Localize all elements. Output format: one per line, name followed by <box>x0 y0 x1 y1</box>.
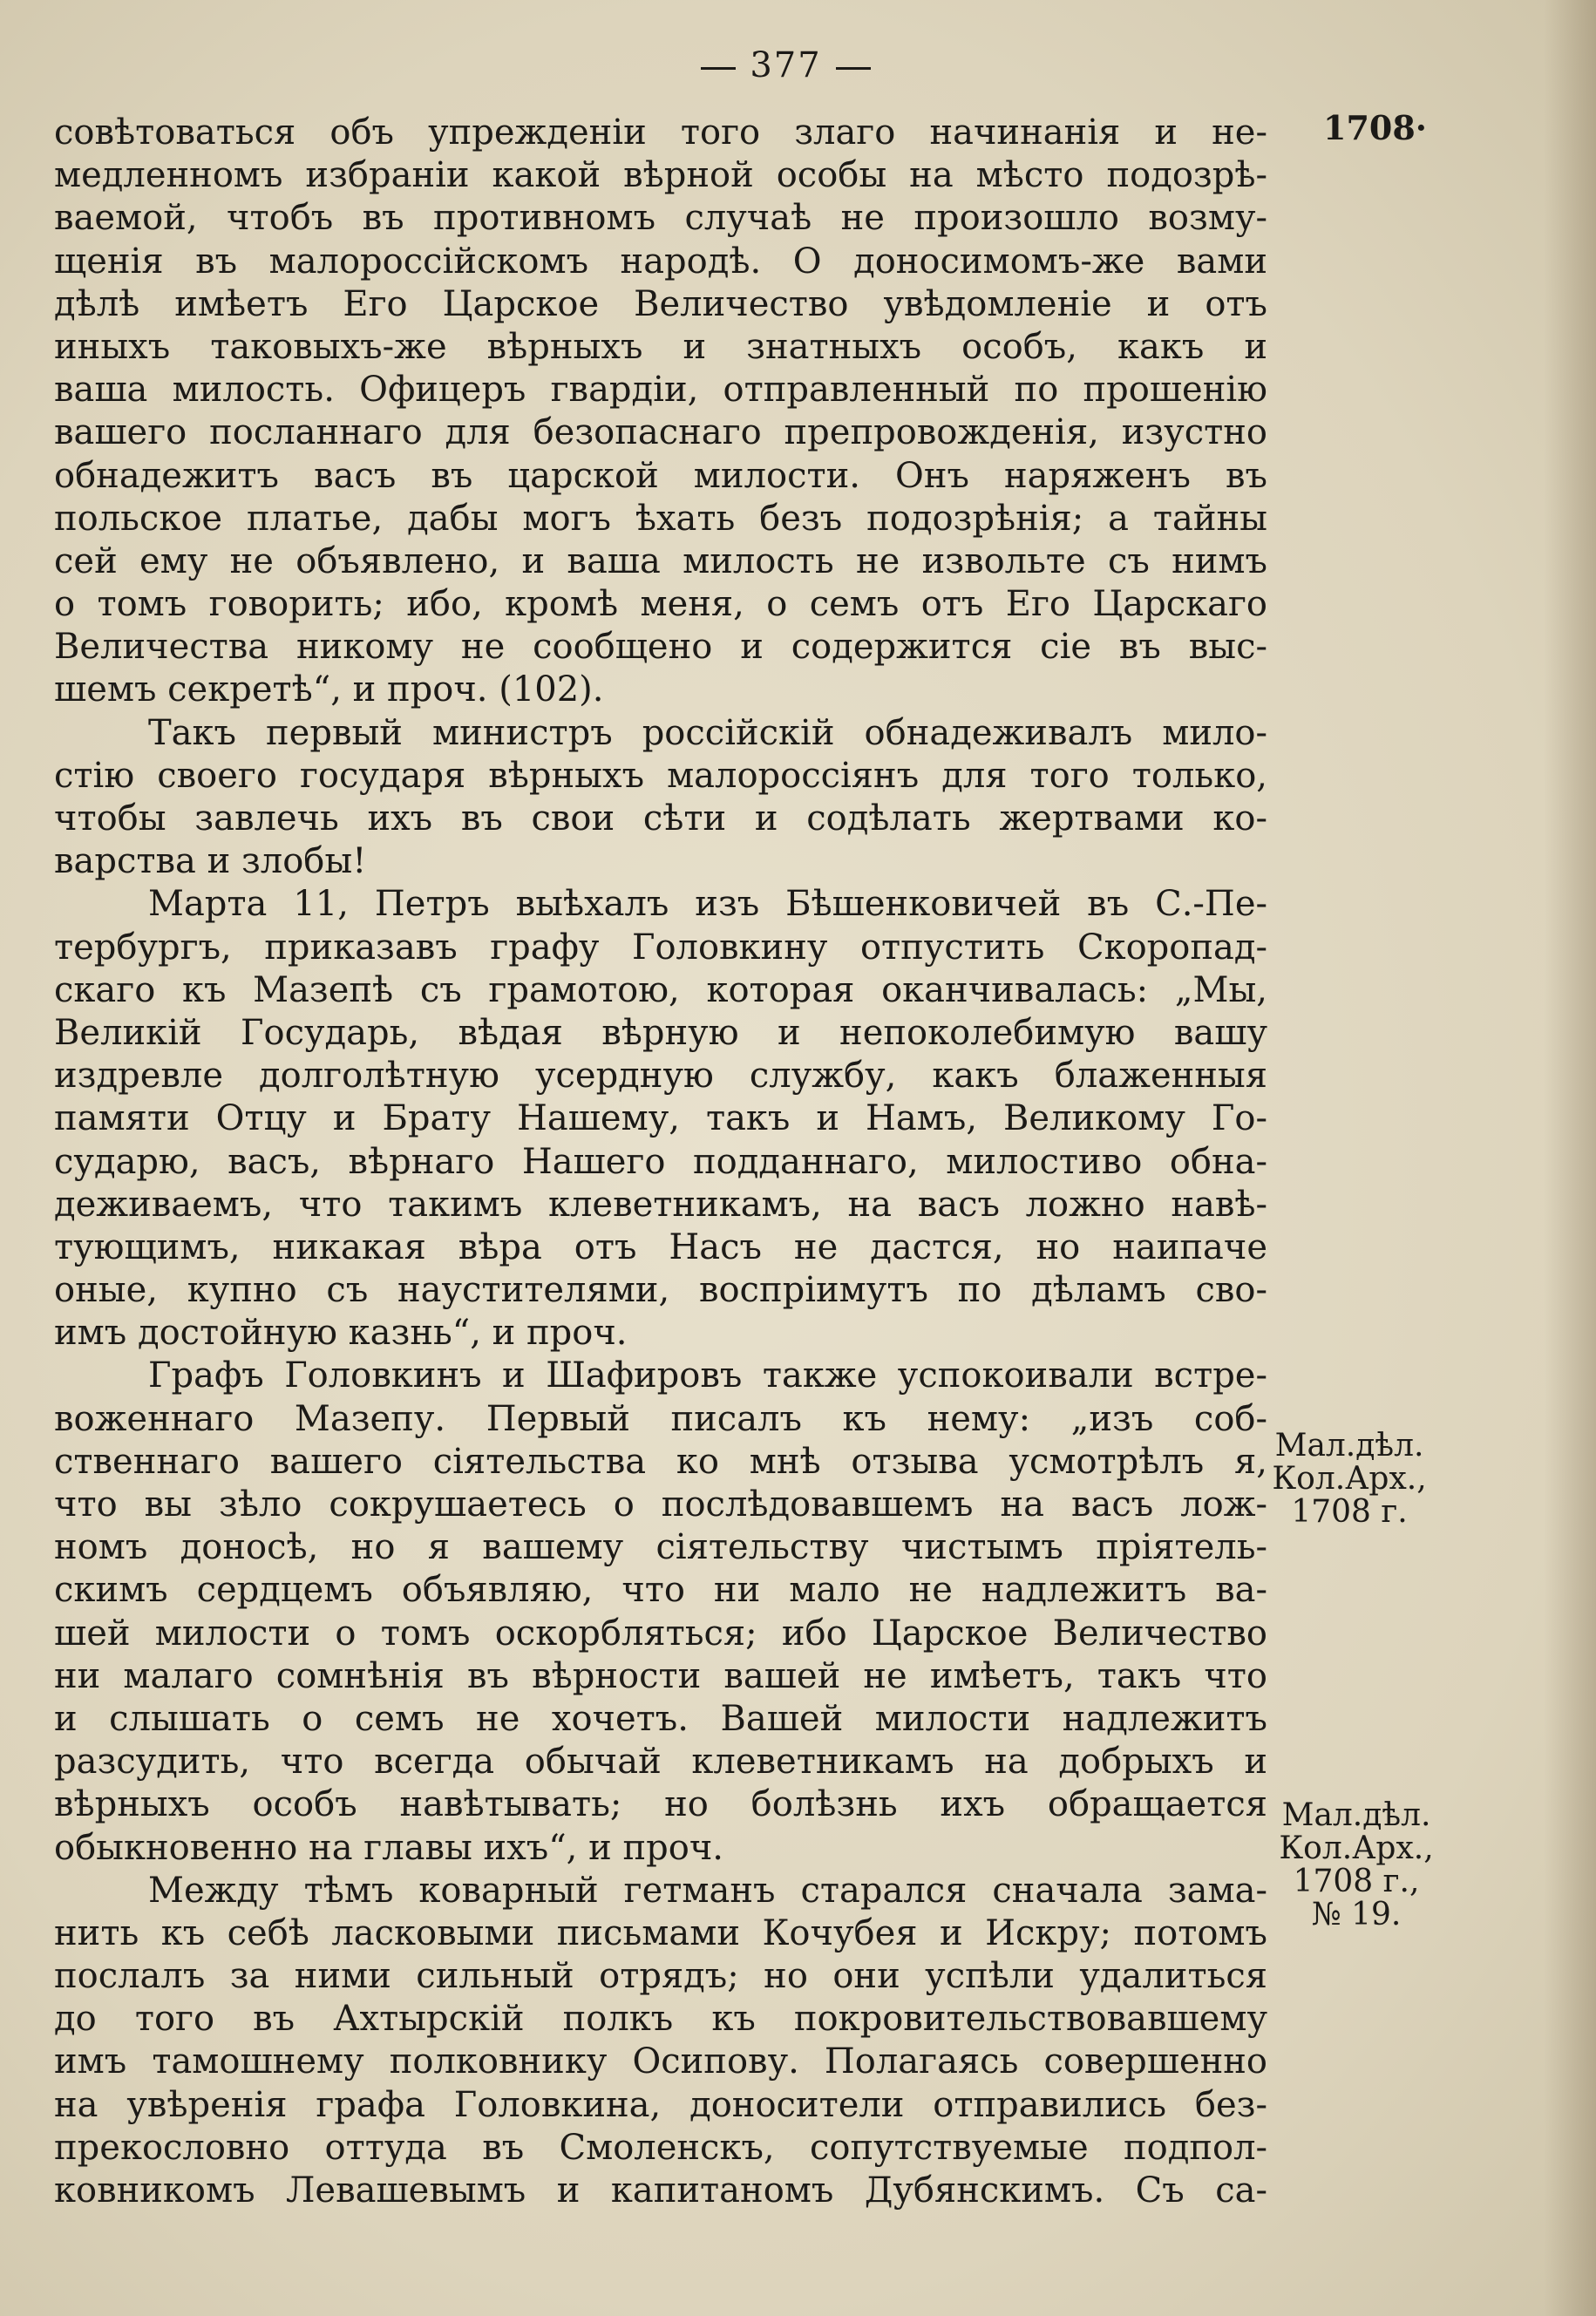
text-line: и слышать о семъ не хочетъ. Вашей милости надлежитъ <box>54 1698 1267 1739</box>
text-line: Такъ первый министръ россійскій обнадеживалъ мило- <box>148 712 1267 753</box>
text-line: оные, купно съ наустителями, воспріимутъ по дѣламъ сво- <box>54 1270 1267 1311</box>
body-text <box>54 112 1267 2212</box>
text-line: шемъ секретѣ“, и проч. (102). <box>54 669 604 710</box>
text-line: Великій Государь, вѣдая вѣрную и непоколебимую вашу <box>54 1012 1267 1053</box>
text-line: ственнаго вашего сіятельства ко мнѣ отзыва усмотрѣлъ я, <box>54 1441 1267 1482</box>
text-line: прекословно оттуда въ Смоленскъ, сопутствуемые подпол- <box>54 2127 1267 2168</box>
text-line: сей ему не объявлено, и ваша милость не извольте съ нимъ <box>54 540 1267 581</box>
text-line: польское платье, дабы могъ ѣхать безъ подозрѣнія; а тайны <box>54 498 1267 539</box>
text-line: разсудить, что всегда обычай клеветникамъ на добрыхъ и <box>54 1742 1267 1783</box>
text-line: ковникомъ Левашевымъ и капитаномъ Дубянскимъ. Съ са- <box>54 2170 1267 2211</box>
text-line: щенія въ малороссійскомъ народѣ. О доносимомъ-же вами <box>54 241 1267 282</box>
page-number-dash-right <box>836 67 871 70</box>
text-line: на увѣренія графа Головкина, доносители отправились без- <box>54 2084 1267 2125</box>
text-line: варства и злобы! <box>54 841 367 882</box>
margin-note-line: Кол.Арх., <box>1279 1830 1434 1866</box>
text-line: что вы зѣло сокрушаетесь о послѣдовавшемъ на васъ лож- <box>54 1484 1267 1525</box>
text-line: обнадежитъ васъ въ царской милости. Онъ наряженъ въ <box>54 455 1267 496</box>
margin-note-archive-reference-1 <box>1262 1430 1436 1529</box>
margin-note-line: 1708 г. <box>1291 1494 1408 1530</box>
text-line: вашего посланнаго для безопаснаго препровожденія, изустно <box>54 412 1267 453</box>
page-number <box>0 45 1584 85</box>
text-line: издревле долголѣтную усердную службу, какъ блаженныя <box>54 1056 1267 1097</box>
text-line: ни малаго сомнѣнія въ вѣрности вашей не имѣетъ, такъ что <box>54 1655 1267 1696</box>
text-line: медленномъ избраніи какой вѣрной особы на мѣсто подозрѣ- <box>54 155 1267 196</box>
text-line: ваемой, чтобъ въ противномъ случаѣ не произошло возму- <box>54 198 1267 239</box>
text-line: деживаемъ, что такимъ клеветникамъ, на васъ ложно навѣ- <box>54 1184 1267 1225</box>
text-line: послалъ за ними сильный отрядъ; но они успѣли удалиться <box>54 1956 1267 1997</box>
text-line: до того въ Ахтырскій полкъ къ покровительствовавшему <box>54 1999 1267 2040</box>
text-line: чтобы завлечь ихъ въ свои сѣти и содѣлать жертвами ко- <box>54 798 1267 839</box>
page-gutter-shadow <box>1544 0 1596 2316</box>
margin-note-line: № 19. <box>1311 1897 1402 1932</box>
margin-note-line: Мал.дѣл. <box>1281 1797 1431 1833</box>
text-line: сударю, васъ, вѣрнаго Нашего подданнаго, милостиво обна- <box>54 1141 1267 1182</box>
margin-note-year <box>1323 108 1427 147</box>
text-line: имъ достойную казнь“, и проч. <box>54 1313 628 1354</box>
text-line: Марта 11, Петръ выѣхалъ изъ Бѣшенковичей въ С.-Пе- <box>148 884 1267 925</box>
text-line: тербургъ, приказавъ графу Головкину отпустить Скоропад- <box>54 927 1267 968</box>
text-line: шей милости о томъ оскорбляться; ибо Царское Величество <box>54 1613 1267 1654</box>
text-line: иныхъ таковыхъ-же вѣрныхъ и знатныхъ особъ, какъ и <box>54 326 1267 367</box>
text-line: ваша милость. Офицеръ гвардіи, отправленный по прошенію <box>54 370 1267 411</box>
text-line: скаго къ Мазепѣ съ грамотою, которая оканчивалась: „Мы, <box>54 969 1267 1010</box>
text-line: стію своего государя вѣрныхъ малороссіянъ для того только, <box>54 755 1267 796</box>
text-line: номъ доносѣ, но я вашему сіятельству чистымъ пріятель- <box>54 1527 1267 1568</box>
margin-note-line: Кол.Арх., <box>1272 1461 1427 1497</box>
text-line: Величества никому не сообщено и содержится сіе въ выс- <box>54 627 1267 668</box>
text-line: имъ тамошнему полковнику Осипову. Полагаясь совершенно <box>54 2041 1267 2082</box>
margin-note-year-text: 1708· <box>1323 108 1427 147</box>
page-number-dash-left <box>701 67 736 70</box>
margin-note-archive-reference-2 <box>1269 1799 1443 1932</box>
text-line: Графъ Головкинъ и Шафировъ также успокоивали встре- <box>148 1355 1267 1396</box>
text-line: памяти Отцу и Брату Нашему, такъ и Намъ, Великому Го- <box>54 1098 1267 1139</box>
text-line: совѣтоваться объ упрежденіи того злаго начинанія и не- <box>54 112 1267 153</box>
text-line: обыкновенно на главы ихъ“, и проч. <box>54 1827 723 1868</box>
text-line: вѣрныхъ особъ навѣтывать; но болѣзнь ихъ обращается <box>54 1784 1267 1825</box>
margin-note-line: 1708 г., <box>1293 1864 1420 1899</box>
text-line: о томъ говорить; ибо, кромѣ меня, о семъ отъ Его Царскаго <box>54 584 1267 625</box>
margin-note-line: Мал.дѣл. <box>1274 1428 1424 1464</box>
text-line: дѣлѣ имѣетъ Его Царское Величество увѣдомленіе и отъ <box>54 283 1267 324</box>
text-line: нить къ себѣ ласковыми письмами Кочубея и Искру; потомъ <box>54 1912 1267 1953</box>
text-line: воженнаго Мазепу. Первый писалъ къ нему: „изъ соб- <box>54 1398 1267 1439</box>
page-number-value: 377 <box>750 45 822 85</box>
text-line: скимъ сердцемъ объявляю, что ни мало не надлежитъ ва- <box>54 1570 1267 1611</box>
text-line: тующимъ, никакая вѣра отъ Насъ не дастся, но наипаче <box>54 1226 1267 1267</box>
text-line: Между тѣмъ коварный гетманъ старался сначала зама- <box>148 1870 1267 1911</box>
